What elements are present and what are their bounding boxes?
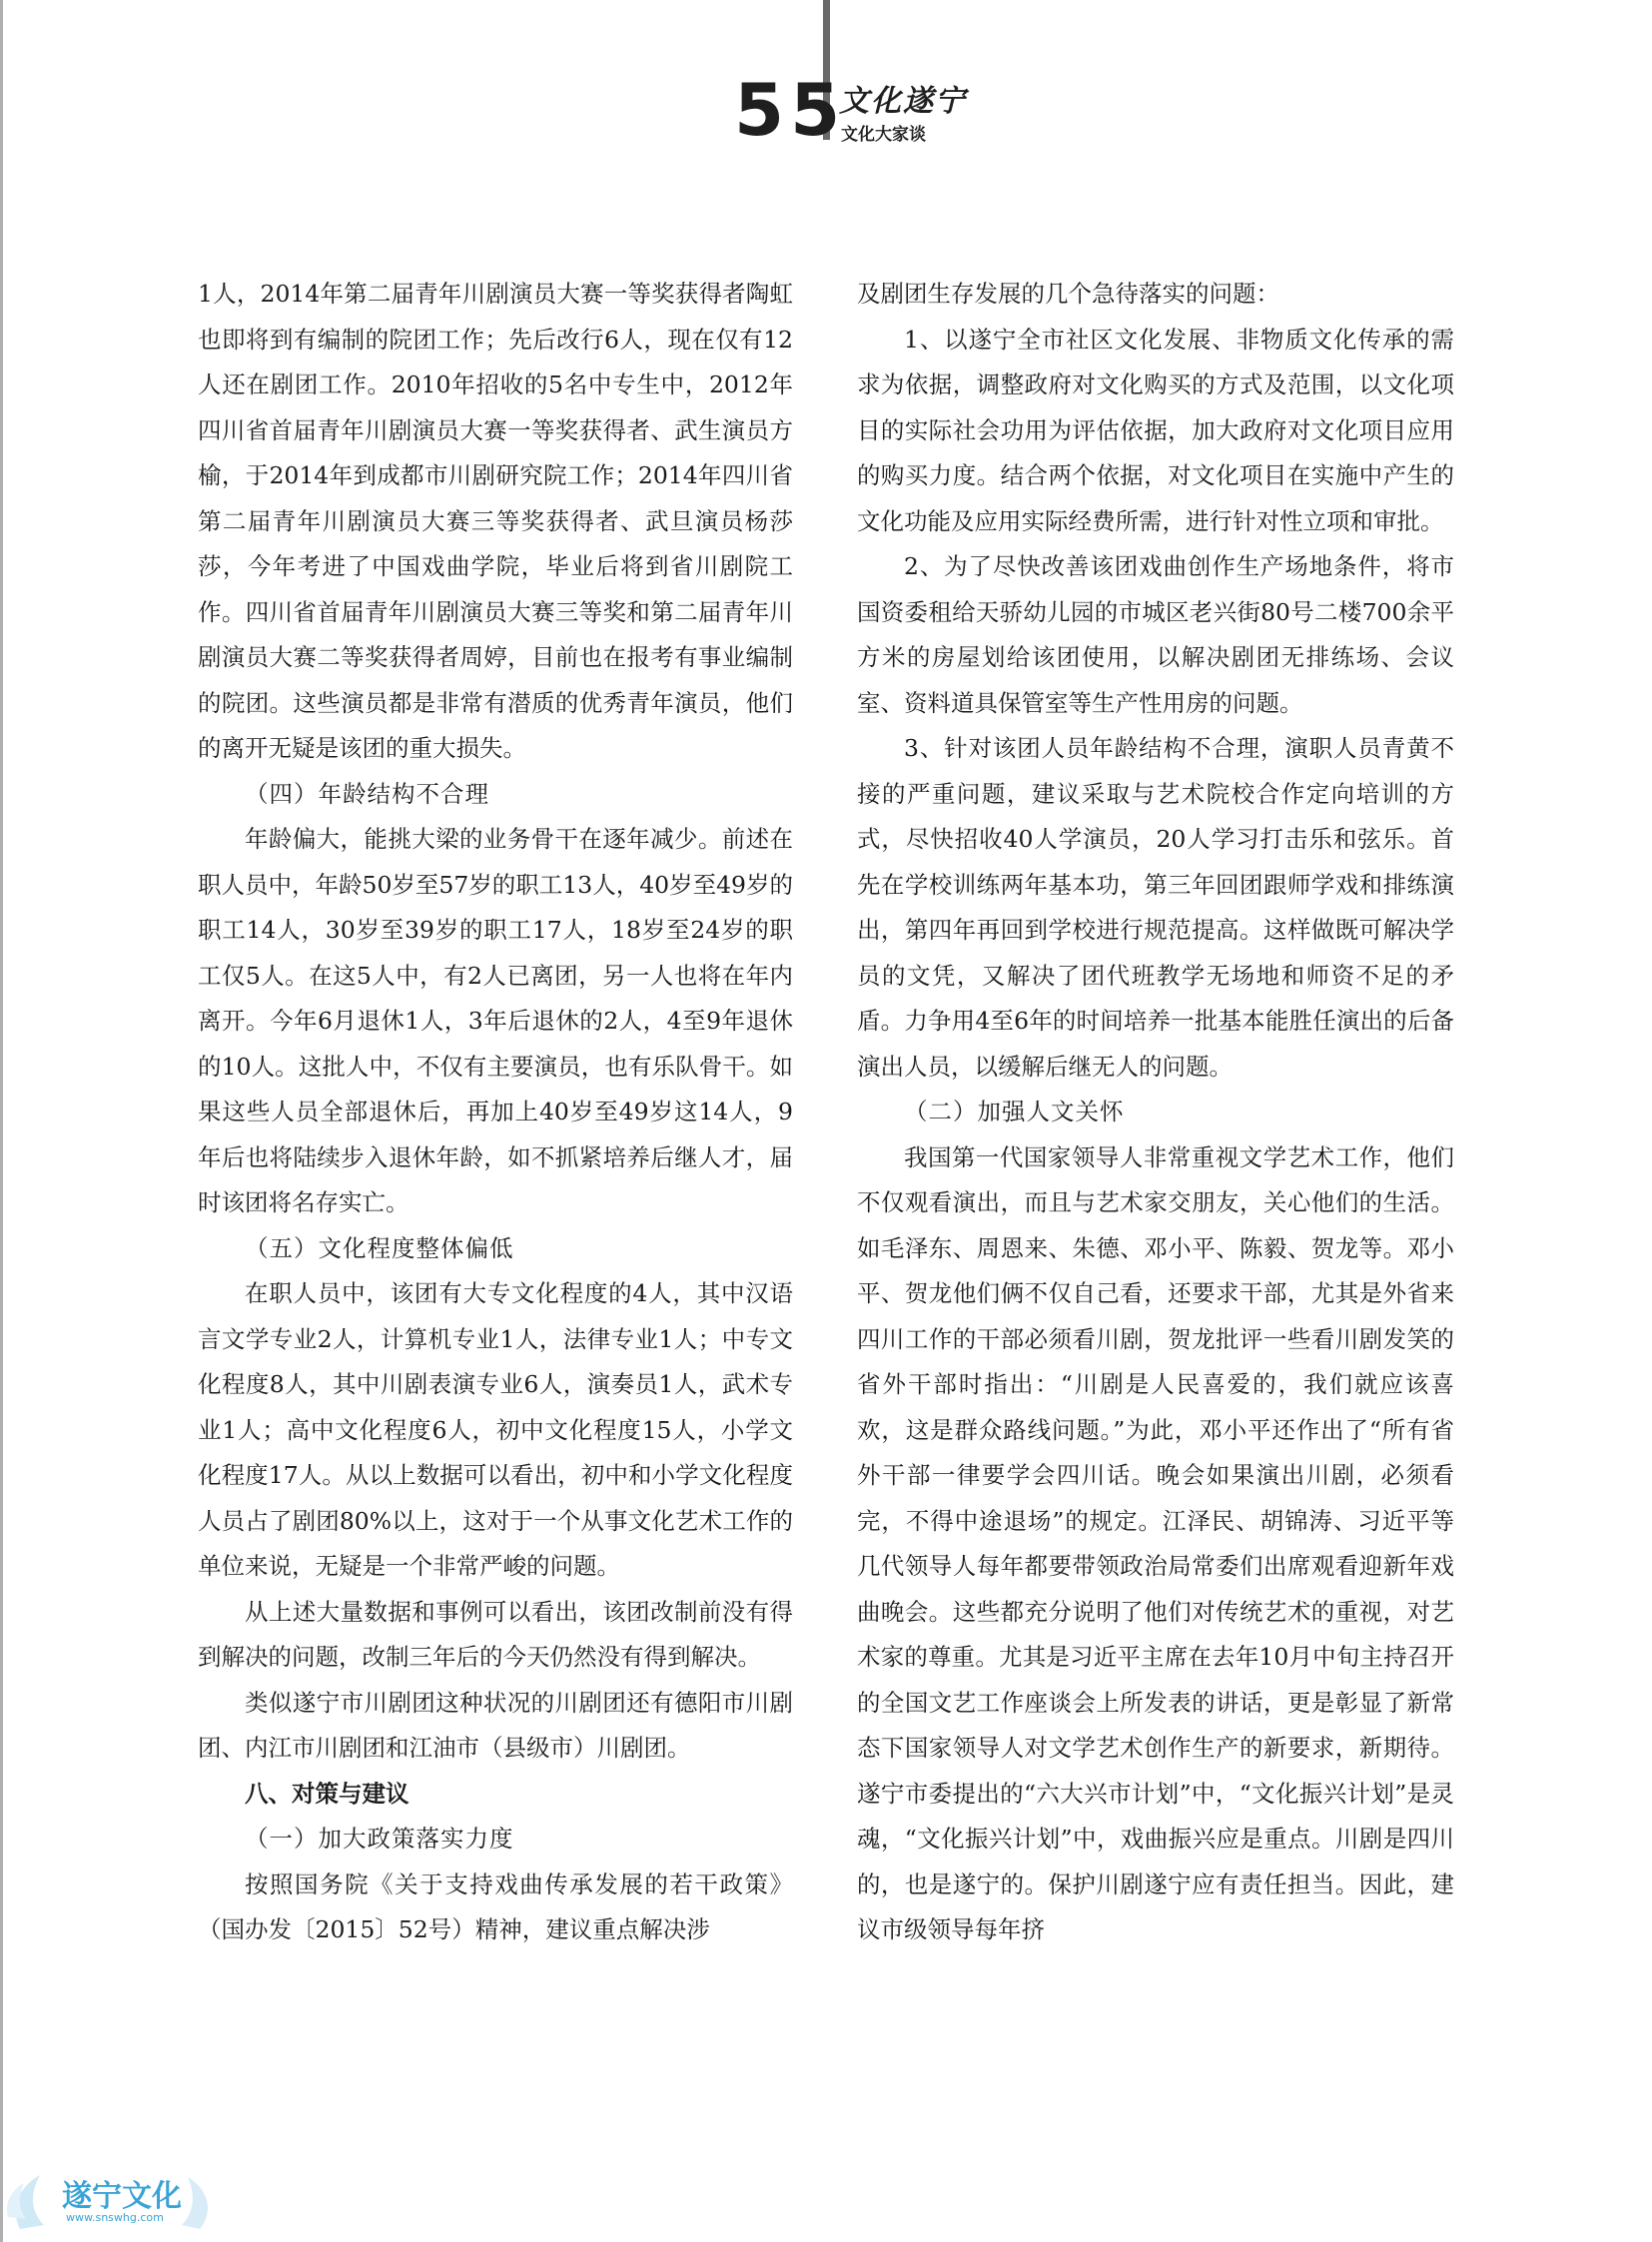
watermark-url: www.snswhg.com — [66, 2211, 164, 2224]
article-column-left — [198, 272, 793, 1953]
subheading: （一）加大政策落实力度 — [245, 1825, 514, 1853]
paragraph: 2、为了尽快改善该团戏曲创作生产场地条件，将市国资委租给天骄幼儿园的市城区老兴街80号二楼700余平方米的房屋划给该团使用，以解决剧团无排练场、会议室、资料道具保管室等生产性用房的问题。 — [857, 552, 1454, 717]
subheading: （二）加强人文关怀 — [904, 1098, 1125, 1125]
paragraph: 年龄偏大，能挑大梁的业务骨干在逐年减少。前述在职人员中，年龄50岁至57岁的职工13人，40岁至49岁的职工14人，30岁至39岁的职工17人，18岁至24岁的职工仅5人。在这5人中，有2人已离团，另一人也将在年内离开。今年6月退休1人，3年后退休的2人，4至9年退休的10人。这批人中，不仅有主要演员，也有乐队骨干。如果这些人员全部退休后，再加上40岁至49岁这14人，9年后也将陆续步入退休年龄，如不抓紧培养后继人才，届时该团将名存实亡。 — [198, 825, 794, 1216]
paragraph: 1、以遂宁全市社区文化发展、非物质文化传承的需求为依据，调整政府对文化购买的方式及范围，以文化项目的实际社会功用为评估依据，加大政府对文化项目应用的购买力度。结合两个依据，对文化项目在实施中产生的文化功能及应用实际经费所需，进行针对性立项和审批。 — [857, 325, 1454, 535]
paragraph: 按照国务院《关于支持戏曲传承发展的若干政策》（国办发〔2015〕52号）精神，建议重点解决涉 — [198, 1869, 793, 1943]
subheading: （五）文化程度整体偏低 — [245, 1233, 514, 1262]
section-heading: 八、对策与建议 — [245, 1779, 410, 1808]
section-title: 文化遂宁 — [839, 84, 967, 119]
page-number: 55 — [734, 68, 847, 152]
paragraph: 3、针对该团人员年龄结构不合理，演职人员青黄不接的严重问题，建议采取与艺术院校合作定向培训的方式，尽快招收40人学演员，20人学习打击乐和弦乐。首先在学校训练两年基本功，第三年回团跟师学戏和排练演出，第四年再回到学校进行规范提高。这样做既可解决学员的文凭，又解决了团代班教学无场地和师资不足的矛盾。力争用4至6年的时间培养一批基本能胜任演出的后备演出人员，以缓解后继无人的问题。 — [857, 734, 1454, 1081]
paragraph: 在职人员中，该团有大专文化程度的4人，其中汉语言文学专业2人，计算机专业1人，法律专业1人；中专文化程度8人，其中川剧表演专业6人，演奏员1人，武术专业1人；高中文化程度6人，初中文化程度15人，小学文化程度17人。从以上数据可以看出，初中和小学文化程度人员占了剧团80%以上，这对于一个从事文化艺术工作的单位来说，无疑是一个非常严峻的问题。 — [198, 1279, 793, 1580]
article-column-right — [857, 272, 1454, 1953]
watermark-text: 遂宁文化 — [62, 2179, 182, 2214]
paragraph-continued: 及剧团生存发展的几个急待落实的问题： — [857, 280, 1279, 308]
paragraph: 类似遂宁市川剧团这种状况的川剧团还有德阳市川剧团、内江市川剧团和江油市（县级市）川剧团。 — [198, 1688, 793, 1762]
page-edge-rule — [0, 0, 3, 2242]
section-subtitle: 文化大家谈 — [841, 125, 926, 145]
paragraph: 我国第一代国家领导人非常重视文学艺术工作，他们不仅观看演出，而且与艺术家交朋友，关心他们的生活。如毛泽东、周恩来、朱德、邓小平、陈毅、贺龙等。邓小平、贺龙他们俩不仅自己看，还要求干部，尤其是外省来四川工作的干部必须看川剧，贺龙批评一些看川剧发笑的省外干部时指出：“川剧是人民喜爱的，我们就应该喜欢，这是群众路线问题。”为此，邓小平还作出了“所有省外干部一律要学会四川话。晚会如果演出川剧，必须看完，不得中途退场”的规定。江泽民、胡锦涛、习近平等几代领导人每年都要带领政治局常委们出席观看迎新年戏曲晚会。这些都充分说明了他们对传统艺术的重视，对艺术家的尊重。尤其是习近平主席在去年10月中旬主持召开的全国文艺工作座谈会上所发表的讲话，更是彰显了新常态下国家领导人对文学艺术创作生产的新要求，新期待。遂宁市委提出的“六大兴市计划”中，“文化振兴计划”是灵魂，“文化振兴计划”中，戏曲振兴应是重点。川剧是四川的，也是遂宁的。保护川剧遂宁应有责任担当。因此，建议市级领导每年挤 — [857, 1142, 1454, 1943]
paragraph-continued: 1人，2014年第二届青年川剧演员大赛一等奖获得者陶虹也即将到有编制的院团工作；先后改行6人，现在仅有12人还在剧团工作。2010年招收的5名中专生中，2012年四川省首届青年川剧演员大赛一等奖获得者、武生演员方榆，于2014年到成都市川剧研究院工作；2014年四川省第二届青年川剧演员大赛三等奖获得者、武旦演员杨莎莎，今年考进了中国戏曲学院，毕业后将到省川剧院工作。四川省首届青年川剧演员大赛三等奖和第二届青年川剧演员大赛二等奖获得者周婷，目前也在报考有事业编制的院团。这些演员都是非常有潜质的优秀青年演员，他们的离开无疑是该团的重大损失。 — [198, 280, 793, 762]
paragraph: 从上述大量数据和事例可以看出，该团改制前没有得到解决的问题，改制三年后的今天仍然没有得到解决。 — [198, 1597, 793, 1671]
subheading: （四）年龄结构不合理 — [245, 779, 489, 808]
